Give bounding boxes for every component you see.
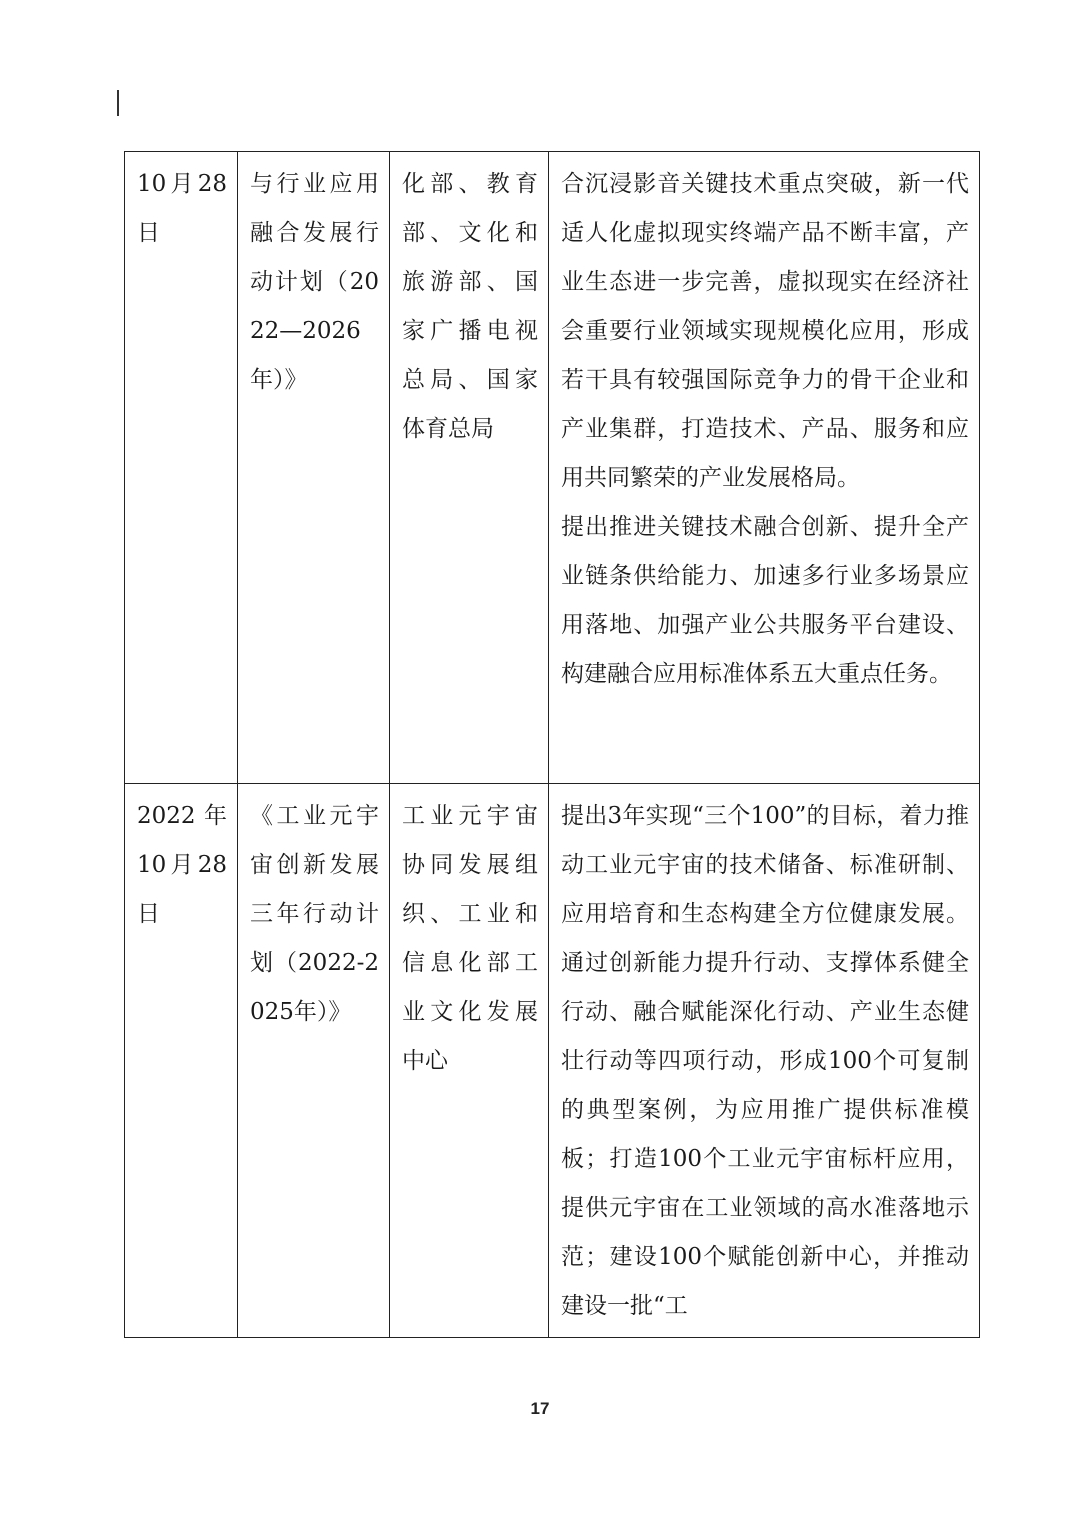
title-cell xyxy=(238,152,390,784)
table-row xyxy=(125,784,980,1338)
issuer-text: 工业元宇宙协同发展组织、工业和信息化部工业文化发展中心 xyxy=(402,803,538,1074)
title-text: 《工业元宇宙创新发展三年行动计划（2022-2025年）》 xyxy=(250,803,379,1025)
date-text: 2022年10月28日 xyxy=(137,803,227,927)
title-cell xyxy=(238,784,390,1338)
date-cell xyxy=(125,152,238,784)
content-paragraph: 提出3年实现“三个100”的目标，着力推动工业元宇宙的技术储备、标准研制、应用培育和生态构建全方位健康发展。通过创新能力提升行动、支撑体系健全行动、融合赋能深化行动、产业生态健壮行动等四项行动，形成100个可复制的典型案例，为应用推广提供标准模板；打造100个工业元宇宙标杆应用，提供元宇宙在工业领域的高水准落地示范；建设100个赋能创新中心，并推动建设一批“工 xyxy=(561,803,969,1319)
issuer-text: 化部、教育部、文化和旅游部、国家广播电视总局、国家体育总局 xyxy=(402,171,538,442)
page-number: 17 xyxy=(530,1399,550,1418)
content-paragraph: 合沉浸影音关键技术重点突破，新一代适人化虚拟现实终端产品不断丰富，产业生态进一步完善，虚拟现实在经济社会重要行业领域实现规模化应用，形成若干具有较强国际竞争力的骨干企业和产业集群，打造技术、产品、服务和应用共同繁荣的产业发展格局。 xyxy=(561,171,969,491)
content-paragraph: 提出推进关键技术融合创新、提升全产业链条供给能力、加速多行业多场景应用落地、加强产业公共服务平台建设、构建融合应用标准体系五大重点任务。 xyxy=(561,514,969,687)
content-cell xyxy=(549,784,980,1338)
content-cell xyxy=(549,152,980,784)
title-text: 与行业应用融合发展行动计划（2022—2026年）》 xyxy=(250,171,379,393)
issuer-cell xyxy=(390,784,549,1338)
policy-table xyxy=(124,151,980,1338)
table-row xyxy=(125,152,980,784)
header-margin-mark xyxy=(117,90,119,116)
issuer-cell xyxy=(390,152,549,784)
date-cell xyxy=(125,784,238,1338)
date-text: 10月28日 xyxy=(137,171,227,246)
